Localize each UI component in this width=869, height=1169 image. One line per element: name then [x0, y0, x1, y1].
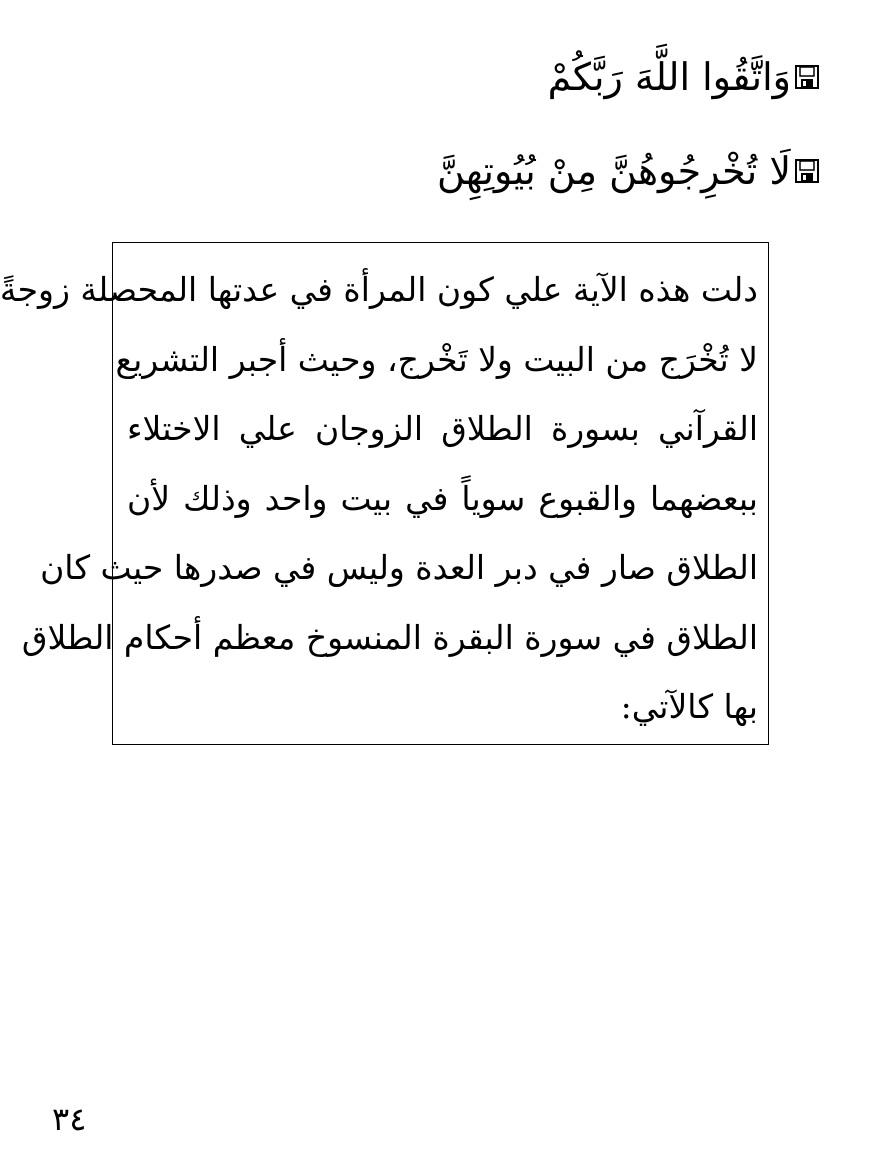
commentary-box [0, 242, 769, 745]
commentary-line: بها كالآتي: [620, 687, 758, 726]
page-number: ٣٤ [52, 1100, 87, 1138]
commentary-line: ببعضهما والقبوع سوياً في بيت واحد وذلك لأن [127, 478, 758, 518]
commentary-line: القرآني بسورة الطلاق الزوجان علي الاختلاء [127, 409, 758, 448]
commentary-line: الطلاق في سورة البقرة المنسوخ معظم أحكام الطلاق [21, 617, 758, 657]
verse-line-1 [547, 55, 819, 99]
commentary-line: الطلاق صار في دبر العدة وليس في صدرها حيث كان [40, 548, 758, 587]
verse-line-2 [436, 149, 819, 193]
commentary-line: لا تُخْرَج من البيت ولا تَخْرج، وحيث أجبر التشريع [115, 339, 758, 379]
commentary-line: دلت هذه الآية علي كون المرأة في عدتها المحصلة زوجةً [0, 270, 758, 309]
floppy-disk-icon [795, 65, 819, 89]
verse-text: لَا تُخْرِجُوهُنَّ مِنْ بُيُوتِهِنَّ [436, 149, 791, 193]
floppy-disk-icon [795, 159, 819, 183]
verse-text: وَاتَّقُوا اللَّهَ رَبَّكُمْ [547, 55, 791, 99]
